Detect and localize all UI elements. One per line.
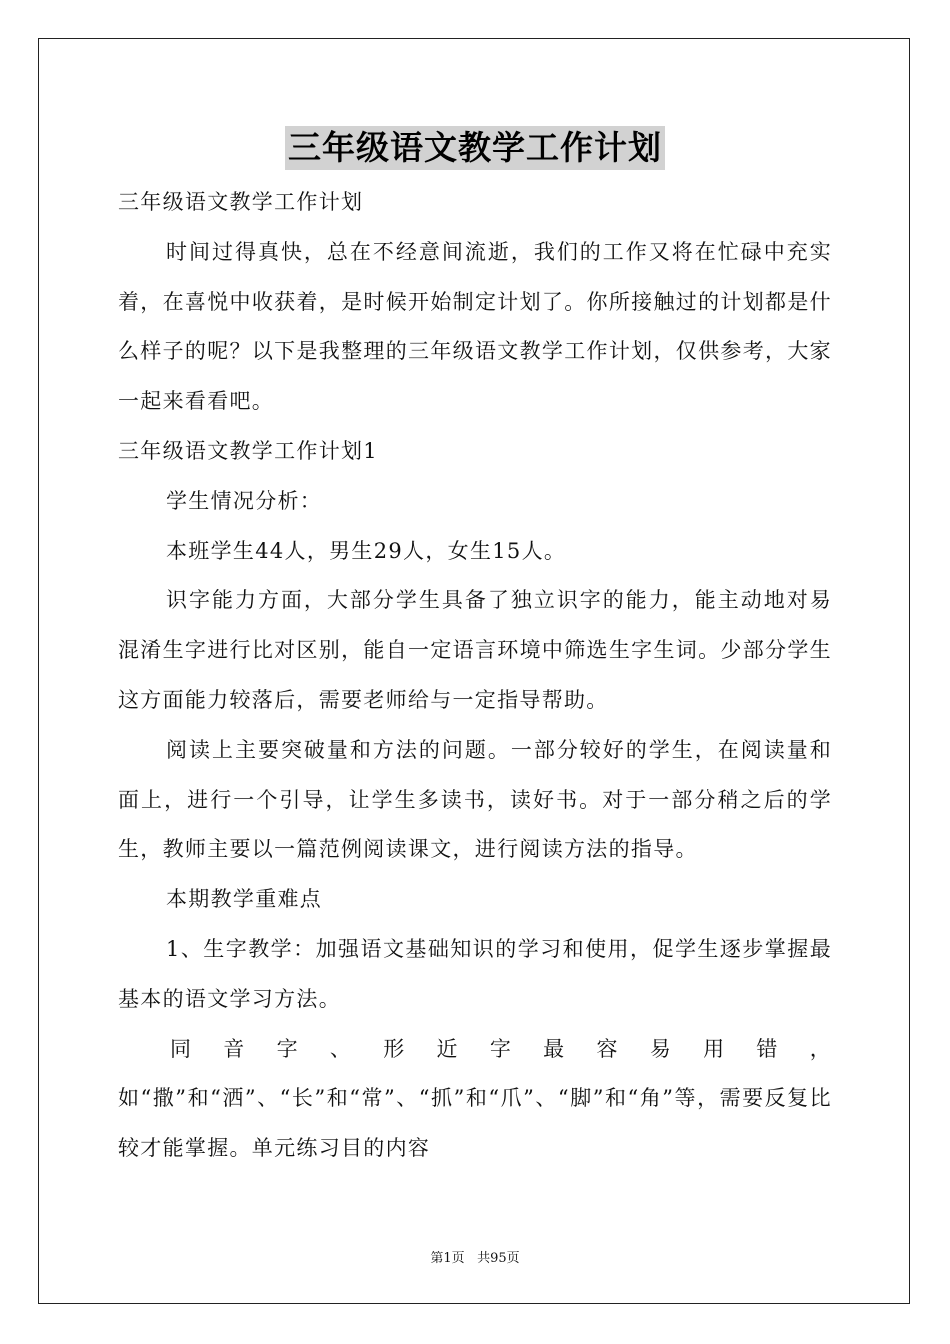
page-total: 共95页 xyxy=(477,1251,520,1266)
document-body xyxy=(118,178,832,1174)
page-number: 第1页 xyxy=(430,1251,465,1266)
section-heading: 三年级语文教学工作计划1 xyxy=(118,438,378,463)
paragraph-subheading: 学生情况分析： xyxy=(166,488,323,513)
document-title: 三年级语文教学工作计划 xyxy=(285,126,665,170)
page-footer xyxy=(0,1247,950,1266)
title-container xyxy=(0,126,950,170)
paragraph-character-teaching: 1、生字教学：加强语文基础知识的学习和使用，促学生逐步掌握最基本的语文学习方法。 xyxy=(118,936,832,1011)
paragraph-key-points: 本期教学重难点 xyxy=(166,887,323,912)
paragraph-literacy: 识字能力方面，大部分学生具备了独立识字的能力，能主动地对易混淆生字进行比对区别，能自一定语言环境中筛选生字生词。少部分学生这方面能力较落后，需要老师给与一定指导帮助。 xyxy=(118,588,832,712)
paragraph-class-info: 本班学生44人，男生29人，女生15人。 xyxy=(166,538,567,563)
paragraph-intro: 时间过得真快，总在不经意间流逝，我们的工作又将在忙碌中充实着，在喜悦中收获着，是时候开始制定计划了。你所接触过的计划都是什么样子的呢？以下是我整理的三年级语文教学工作计划，仅供参考，大家一起来看看吧。 xyxy=(118,239,832,414)
paragraph-homophones: 同音字、形近字最容易用错，如“撒”和“洒”、“长”和“常”、“抓”和“爪”、“脚”和“角”等，需要反复比较才能掌握。单元练习目的内容 xyxy=(118,1036,832,1161)
paragraph-reading: 阅读上主要突破量和方法的问题。一部分较好的学生，在阅读量和面上，进行一个引导，让学生多读书，读好书。对于一部分稍之后的学生，教师主要以一篇范例阅读课文，进行阅读方法的指导。 xyxy=(118,737,832,862)
paragraph-heading: 三年级语文教学工作计划 xyxy=(118,190,364,214)
